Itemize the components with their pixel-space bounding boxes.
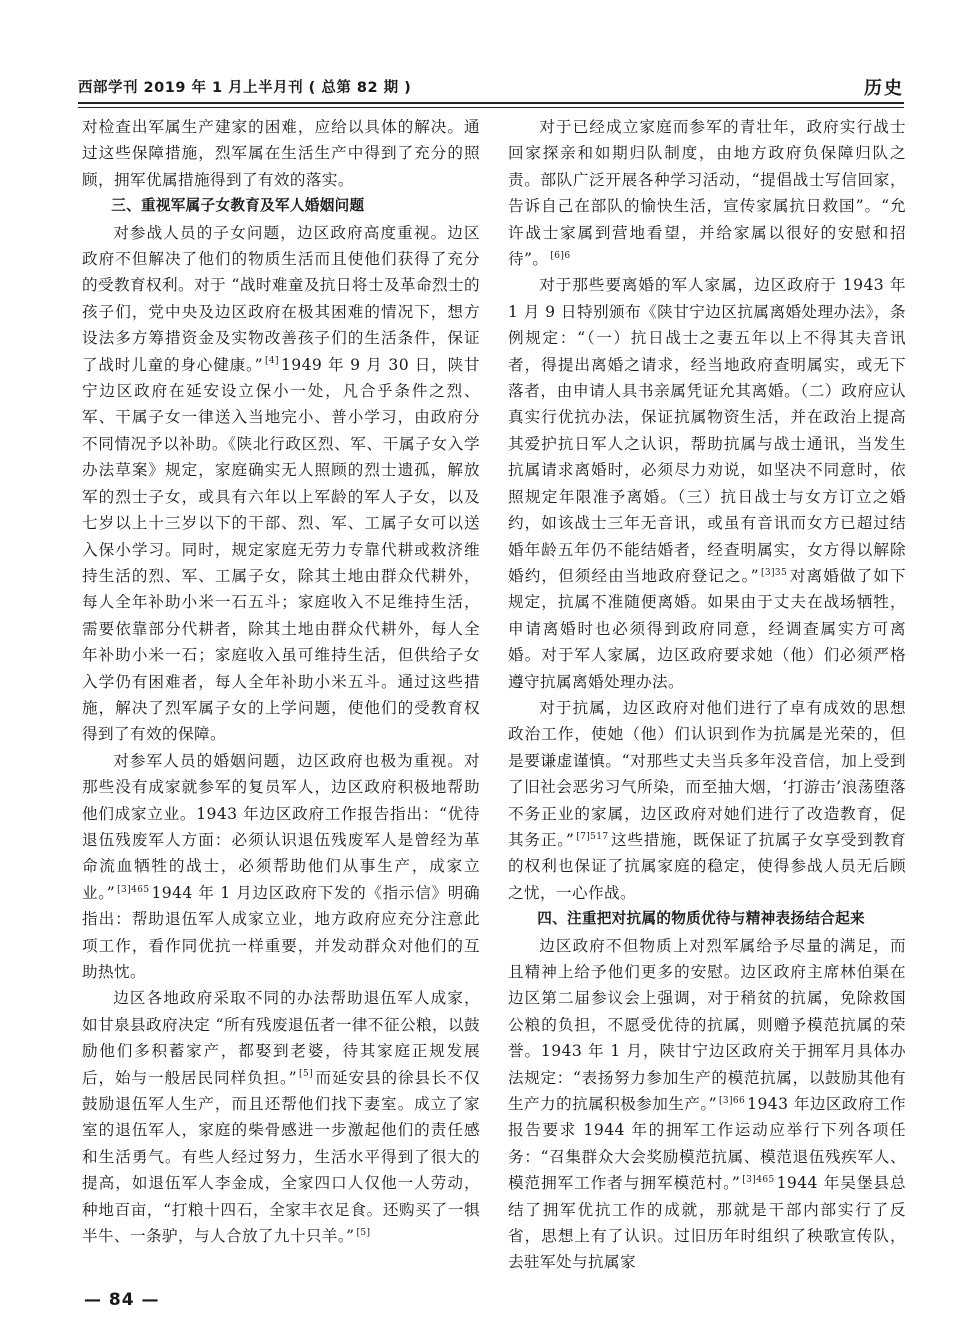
paragraph-text: 1944 年吴堡县总结了拥军优抗工作的成就，那就是干部内部实行了反省，思想上有了认识。过旧历年时组织了秧歌宣传队，去驻军处与抗属家 xyxy=(508,1174,906,1272)
paragraph-text: 对于已经成立家庭而参军的青壮年，政府实行战士回家探亲和如期归队制度，由地方政府负保障归队之责。部队广泛开展各种学习活动，“提倡战士写信回家，告诉自己在部队的愉快生活，宣传家属抗日救国”。“允许战士家属到营地看望，并给家属以很好的安慰和招待”。 xyxy=(508,118,906,269)
header-rule-thin xyxy=(78,107,904,108)
paragraph: 对检查出军属生产建家的困难，应给以具体的解决。通过这些保障措施，烈军属在生活生产中得到了充分的照顾，拥军优属措施得到了有效的落实。 xyxy=(82,118,480,189)
paragraph-text: 对于那些要离婚的军人家属，边区政府于 1943 年 1 月 9 日特别颁布《陕甘宁边区抗属离婚处理办法》，条例规定：“（一）抗日战士之妻五年以上不得其夫音讯者，得提出离婚之请求，经当地政府查明属实，或无下落者，由申请人具书亲属凭证允其离婚。（二）政府应认真实行优抗办法，保证抗属物资生活，并在政治上提高其爱护抗日军人之认识，帮助抗属与战士通讯，当发生抗属请求离婚时，必须尽力劝说，如坚决不同意时，依照规定年限准予离婚。（三）抗日战士与女方订立之婚约，如该战士三年无音讯，或虽有音讯而女方已超过结婚年龄五年仍不能结婚者，经查明属实，女方得以解除婚约，但须经由当地政府登记之。” xyxy=(508,276,906,585)
paragraph xyxy=(508,695,906,906)
paragraph-text: 1943 年边区政府工作报告要求 1944 年的拥军工作运动应举行下列各项任务：“召集群众大会奖励模范抗属、模范退伍残疾军人、模范拥军工作者与拥军模范村。” xyxy=(508,1095,906,1193)
page-number: — 84 — xyxy=(84,1290,160,1310)
paragraph xyxy=(508,272,906,695)
paragraph-text: 对参军人员的婚姻问题，边区政府也极为重视。对那些没有成家就参军的复员军人，边区政府积极地帮助他们成家立业。1943 年边区政府工作报告指出：“优待退伍残废军人方面：必须认识退伍残废军人是曾经为革命流血牺牲的战士，必须帮助他们从事生产，成家立业。” xyxy=(82,751,480,902)
citation-ref: [7]517 xyxy=(576,831,609,842)
running-header xyxy=(78,72,904,102)
section-heading: 三、重视军属子女教育及军人婚姻问题 xyxy=(111,197,365,215)
paragraph-text: 1949 年 9 月 30 日，陕甘宁边区政府在延安设立保小一处，凡合乎条件之烈、军、干属子女一律送入当地完小、普小学习，由政府分不同情况予以补助。《陕北行政区烈、军、干属子女入学办法草案》规定，家庭确实无人照顾的烈士遗孤，解放军的烈士子女，或具有六年以上军龄的军人子女，以及七岁以上十三岁以下的干部、烈、军、工属子女可以送入保小学习。同时，规定家庭无劳力专靠代耕或救济维持生活的烈、军、工属子女，除其土地由群众代耕外，每人全年补助小米一石五斗；家庭收入不足维持生活，需要依靠部分代耕者，除其土地由群众代耕外，每人全年补助小米一石；家庭收入虽可维持生活，但供给子女入学仍有困难者，每人全年补助小米五斗。通过这些措施，解决了烈军属子女的上学问题，使他们的受教育权得到了有效的保障。 xyxy=(82,355,480,744)
citation-ref: [3]35 xyxy=(760,567,788,578)
citation-ref: [6]6 xyxy=(550,250,571,261)
citation-ref: [5] xyxy=(299,1069,313,1080)
citation-ref: [3]465 xyxy=(742,1175,775,1186)
paragraph xyxy=(82,985,480,1249)
paragraph-text: 边区政府不但物质上对烈军属给予尽量的满足，而且精神上给予他们更多的安慰。边区政府主席林伯渠在边区第二届参议会上强调，对于稍贫的抗属，免除救国公粮的负担，不愿受优待的抗属，则赠予模范抗属的荣誉。1943 年 1 月，陕甘宁边区政府关于拥军月具体办法规定：“表扬努力参加生产的模范抗属，以鼓励其他有生产力的抗属积极参加生产。” xyxy=(508,936,906,1114)
citation-ref: [3]465 xyxy=(117,884,150,895)
paragraph xyxy=(508,933,906,1276)
paragraph-text: 对参战人员的子女问题，边区政府高度重视。边区政府不但解决了他们的物质生活而且使他们获得了充分的受教育权利。对于 “战时难童及抗日将士及革命烈士的孩子们，党中央及边区政府在极其困难的情况下，想方设法多方筹措资金及实物改善孩子们的生活条件，保证了战时儿童的身心健康。” xyxy=(82,223,480,374)
paragraph xyxy=(508,114,906,272)
citation-ref: [3]66 xyxy=(718,1095,746,1106)
paragraph xyxy=(82,220,480,748)
journal-title: 西部学刊 2019 年 1 月上半月刊 ( 总第 82 期 ) xyxy=(78,80,412,96)
paragraph xyxy=(82,748,480,986)
paragraph-text: 1944 年 1 月边区政府下发的《指示信》明确指出：帮助退伍军人成家立业，地方政府应充分注意此项工作，看作同优抗一样重要，并发动群众对他们的互助热忱。 xyxy=(82,883,481,981)
paragraph-text: 边区各地政府采取不同的办法帮助退伍军人成家，如甘泉县政府决定 “所有残废退伍者一律不征公粮，以鼓励他们多积蓄家产，都娶到老婆，待其家庭正规发展后，始与一般居民同样负担。” xyxy=(82,989,480,1087)
left-column xyxy=(82,114,480,1249)
right-column xyxy=(508,114,906,1276)
section-label: 历史 xyxy=(864,78,904,99)
paragraph-text: 对离婚做了如下规定，抗属不准随便离婚。如果由于丈夫在战场牺牲，申请离婚时也必须得到政府同意，经调查属实方可离婚。对于军人家属，边区政府要求她（他）们必须严格遵守抗属离婚处理办法。 xyxy=(508,566,906,691)
paragraph-text: 而延安县的徐县长不仅鼓励退伍军人生产，而且还帮他们找下妻室。成立了家室的退伍军人，家庭的柴骨感进一步激起他们的责任感和生活勇气。有些人经过努力，生活水平得到了很大的提高，如退伍军人李金成，全家四口人仅他一人劳动，种地百亩，“打粮十四石，全家丰衣足食。还购买了一犋半牛、一条驴，与人合放了九十只羊。” xyxy=(82,1068,480,1246)
header-rule-thick xyxy=(78,102,904,104)
paragraph-text: 对于抗属，边区政府对他们进行了卓有成效的思想政治工作，使她（他）们认识到作为抗属是光荣的，但是要谦虚谨慎。“对那些丈夫当兵多年没音信，加上受到了旧社会恶劣习气所染，而至抽大烟，‘打游击’浪荡堕落不务正业的家属，边区政府对她们进行了改造教育，促其务正。” xyxy=(508,698,906,849)
paragraph-text: 这些措施，既保证了抗属子女享受到教育的权利也保证了抗属家庭的稳定，使得参战人员无后顾之忧，一心作战。 xyxy=(508,830,906,902)
citation-ref: [5] xyxy=(356,1227,371,1238)
section-heading: 四、注重把对抗属的物质优待与精神表扬结合起来 xyxy=(537,910,865,928)
citation-ref: [4] xyxy=(264,356,279,367)
